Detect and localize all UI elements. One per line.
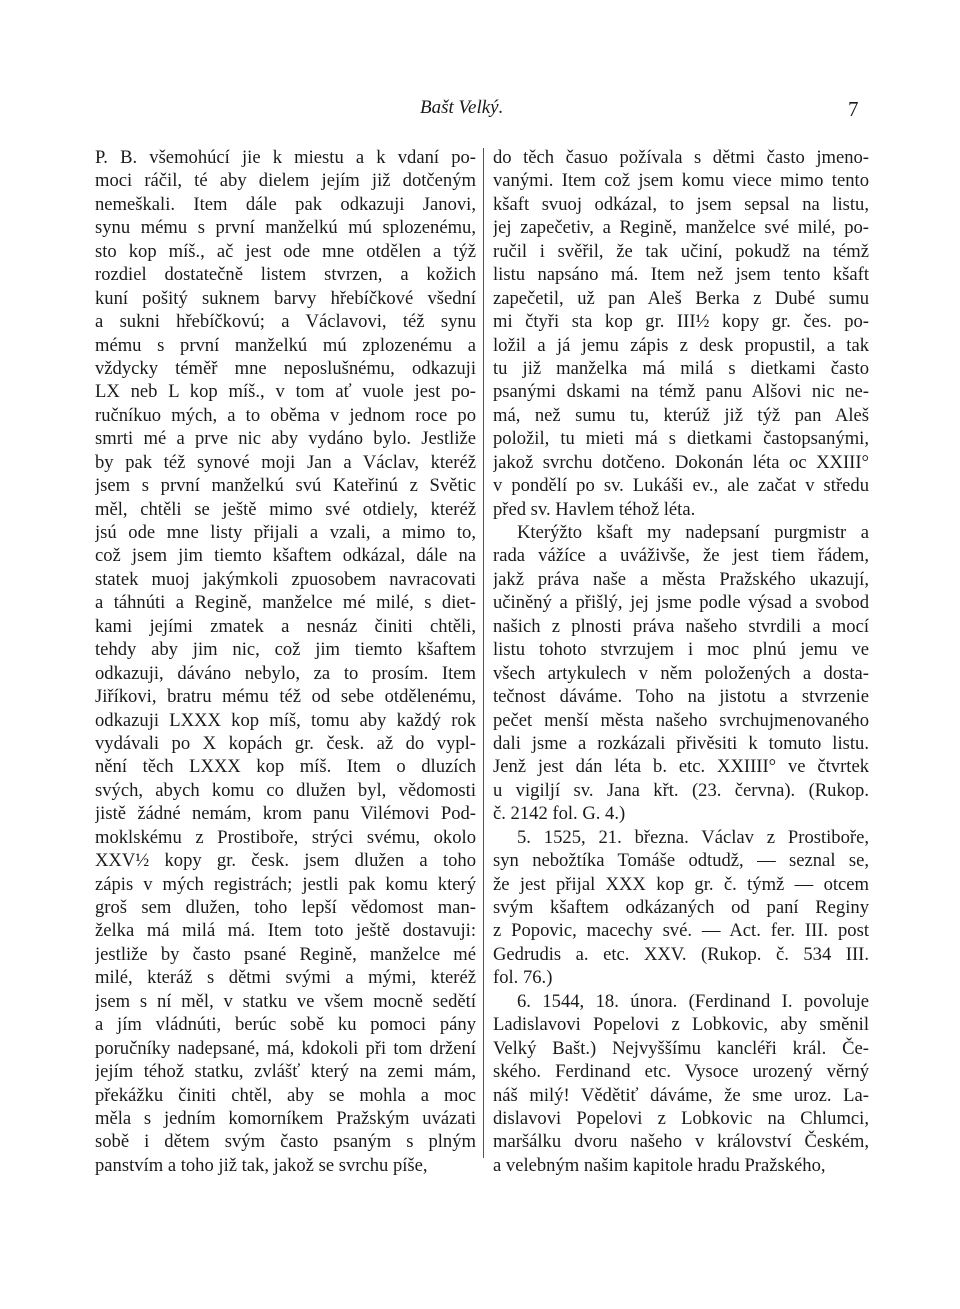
- text-line: dislavovi Popelovi z Lobkovic na Chlumci,: [493, 1107, 869, 1129]
- text-line: sto kop míš., ač jest ode mne otdělen a týž: [95, 240, 476, 262]
- text-line: statek muoj jakýmkoli zpuosobem navracovati: [95, 568, 476, 590]
- text-line: měl, chtěli se ještě mimo své otdiely, kteréž: [95, 498, 476, 520]
- text-line: XXV½ kopy gr. česk. jsem dlužen a toho: [95, 850, 476, 872]
- text-line: poručníky nadepsané, má, kdokoli při tom držení: [95, 1037, 476, 1059]
- text-line: překážku činiti chtěl, aby se mohla a moc: [95, 1084, 476, 1106]
- text-line: moklskému z Prostiboře, strýci svému, okolo: [95, 826, 476, 848]
- text-line: vydávali po X kopách gr. česk. až do vypl-: [95, 732, 476, 754]
- text-line: tu již manželka má milá s dietkami často: [493, 357, 869, 379]
- text-line: náš milý! Vědětiť dáváme, že sme uroz. La-: [493, 1084, 869, 1106]
- text-line: ského. Ferdinand etc. Vysoce urozený věrný: [493, 1061, 869, 1083]
- left-column: [95, 146, 476, 1177]
- text-line: jsem s ní měl, v statku ve všem mocně sedětí: [95, 990, 476, 1012]
- text-line: v pondělí po sv. Lukáši ev., ale začat v středu: [493, 475, 869, 497]
- text-line: ložil a já jemu zápis z desk propustil, a tak: [493, 334, 869, 356]
- text-line: ručníkuo mých, a to oběma v jednom roce po: [95, 404, 476, 426]
- text-line: a jím vládnúti, berúc sobě ku pomoci pány: [95, 1014, 476, 1036]
- text-line: pečet menší města našeho svrchujmenovaného: [493, 709, 869, 731]
- text-line: svých, abych komu co dlužen byl, vědomosti: [95, 779, 476, 801]
- text-line: a sukni hřebíčkovú; a Václavovi, též synu: [95, 311, 476, 333]
- running-title: Bašt Velký.: [420, 97, 504, 118]
- text-line: tehdy aby jim nic, což jim tiemto kšaftem: [95, 639, 476, 661]
- text-line: učiněný a přišlý, jej jsme podle výsad a svobod: [493, 592, 869, 614]
- text-line: u vigiljí sv. Jana křt. (23. června). (Rukop.: [493, 779, 869, 801]
- text-line: což jsem jim tiemto kšaftem odkázal, dále na: [95, 545, 476, 567]
- text-line: moci ráčil, té aby dielem jejím již dotčeným: [95, 170, 476, 192]
- text-line: z Popovic, macechy své. — Act. fer. III. post: [493, 920, 869, 942]
- text-line: a velebným našim kapitole hradu Pražského,: [493, 1154, 826, 1176]
- text-line: před sv. Havlem téhož léta.: [493, 498, 696, 520]
- text-line: sobě i dětem svým často psaným s plným: [95, 1131, 476, 1153]
- text-line: vanými. Item což jsem komu viece mimo tento: [493, 170, 869, 192]
- text-line: psanými dskami na témž panu Alšovi nic ne-: [493, 381, 869, 403]
- running-head: [0, 97, 960, 127]
- text-line: a táhnúti a Regině, manželce mé milé, s diet-: [95, 592, 476, 614]
- text-line: Jenž jest dán léta b. etc. XXIIII° ve čtvrtek: [493, 756, 869, 778]
- text-line: jakož svrchu dotčeno. Dokonán léta oc XXIII°: [493, 451, 869, 473]
- text-line: jestliže by často psané Regině, manželce mé: [95, 943, 476, 965]
- text-line: jakž práva naše a města Pražského ukazují,: [493, 568, 869, 590]
- column-divider: [483, 148, 484, 1158]
- page-number: 7: [848, 97, 859, 121]
- text-line: jistě žádné nemám, krom panu Vilémovi Pod-: [95, 803, 476, 825]
- text-line: synu mému s první manželkú mú splozenému,: [95, 217, 476, 239]
- text-line: Kterýžto kšaft my nadepsaní purgmistr a: [517, 522, 869, 543]
- text-line: milé, kteráž s dětmi svými a mými, kteréž: [95, 967, 476, 989]
- text-line: zapečetil, už pan Aleš Berka z Dubé sumu: [493, 287, 869, 309]
- text-line: jsem s první manželkú svú Kateřinú z Světic: [95, 475, 476, 497]
- text-line: syn nebožtíka Tomáše odtudž, — seznal se,: [493, 850, 869, 872]
- text-line: měla s jedním komorníkem Pražským uvázati: [95, 1107, 476, 1129]
- text-line: že jest přijal XXX kop gr. č. týmž — otcem: [493, 873, 869, 895]
- text-line: ručil i svěřil, že tak učiní, pokudž na témž: [493, 240, 869, 262]
- text-line: panstvím a toho již tak, jakož se svrchu píše,: [95, 1154, 428, 1176]
- text-line: jsú ode mne listy přijali a vzali, a mimo to,: [95, 522, 476, 543]
- text-line: odkazuji, dáváno nebylo, za to prosím. Item: [95, 662, 476, 684]
- text-line: LX neb L kop míš., v tom ať vuole jest po-: [95, 381, 476, 403]
- text-line: rozdiel dostatečně listem stvrzen, a kožich: [95, 264, 476, 286]
- text-line: smrti mé a prve nic aby vydáno bylo. Jestliže: [95, 428, 476, 450]
- text-line: mi čtyři sta kop gr. III½ kopy gr. čes. po-: [493, 311, 869, 333]
- text-line: P. B. všemohúcí jie k miestu a k vdaní po-: [95, 147, 476, 168]
- text-line: nění těch LXXX kop míš. Item o dluzích: [95, 756, 476, 778]
- text-line: dali jsme a rozkázali přivěsiti k tomuto listu.: [493, 732, 869, 754]
- text-line: by pak též synové moji Jan a Václav, kteréž: [95, 451, 476, 473]
- text-line: jej zapečetiv, a Regině, manželce své milé, po-: [493, 217, 869, 239]
- text-line: Ladislavovi Popelovi z Lobkovic, aby směnil: [493, 1014, 869, 1036]
- text-line: má, než sumu tu, kterúž již týž pan Aleš: [493, 404, 869, 426]
- text-line: odkazuji LXXX kop míš, tomu aby každý rok: [95, 709, 476, 731]
- text-line: svým kšaftem odkázaných od paní Reginy: [493, 897, 869, 918]
- text-line: všech artykulech v něm položených a dosta-: [493, 662, 869, 684]
- text-line: našich z plnosti práva našeho stvrdili a mocí: [493, 615, 869, 637]
- text-line: maršálku dvoru našeho v království Českém,: [493, 1131, 869, 1153]
- text-line: groš sem dlužen, toho lepší vědomost man-: [95, 897, 476, 918]
- text-line: želka má milá má. Item toto ještě dostavuji:: [95, 920, 476, 942]
- text-line: kami jejími zmatek a nesnáz činiti chtěli,: [95, 615, 476, 637]
- text-line: jejím téhož statku, zvlášť který na zemi mám,: [95, 1061, 476, 1083]
- text-line: kuní pošitý suknem barvy hřebíčkové všední: [95, 287, 476, 309]
- text-line: Velký Bašt.) Nejvyššímu kancléři král. Če-: [493, 1037, 869, 1059]
- text-line: 5. 1525, 21. března. Václav z Prostiboře,: [517, 826, 869, 848]
- text-line: do těch časuo požívala s dětmi často jmeno-: [493, 147, 869, 168]
- text-line: nemeškali. Item dále pak odkazuji Janovi,: [95, 193, 476, 215]
- text-line: položil, tu mieti má s dietkami častopsanými,: [493, 428, 869, 450]
- text-line: č. 2142 fol. G. 4.): [493, 803, 626, 825]
- text-line: vždycky téměř mne neposlušnému, odkazuji: [95, 357, 476, 379]
- text-line: Gedrudis a. etc. XXV. (Rukop. č. 534 III.: [493, 943, 869, 965]
- right-column: [493, 146, 869, 1177]
- text-line: zápis v mých registrách; jestli pak komu který: [95, 873, 476, 895]
- text-line: rada vážíce a uváživše, že jest tiem řádem,: [493, 545, 869, 567]
- text-line: mému s první manželkú mú zplozenému a: [95, 334, 476, 356]
- text-line: Jiříkovi, bratru mému též od sebe otdělenému,: [95, 686, 476, 708]
- text-line: kšaft svuoj odkázal, to jsem sepsal na listu,: [493, 193, 869, 215]
- text-line: fol. 76.): [493, 967, 553, 989]
- text-line: listu napsáno má. Item než jsem tento kšaft: [493, 264, 869, 286]
- text-line: tečnost dáváme. Toho na jistotu a stvrzenie: [493, 686, 869, 708]
- text-line: 6. 1544, 18. února. (Ferdinand I. povoluje: [517, 990, 869, 1012]
- text-line: listu tohoto stvrzujem i moc plnú jemu ve: [493, 639, 869, 661]
